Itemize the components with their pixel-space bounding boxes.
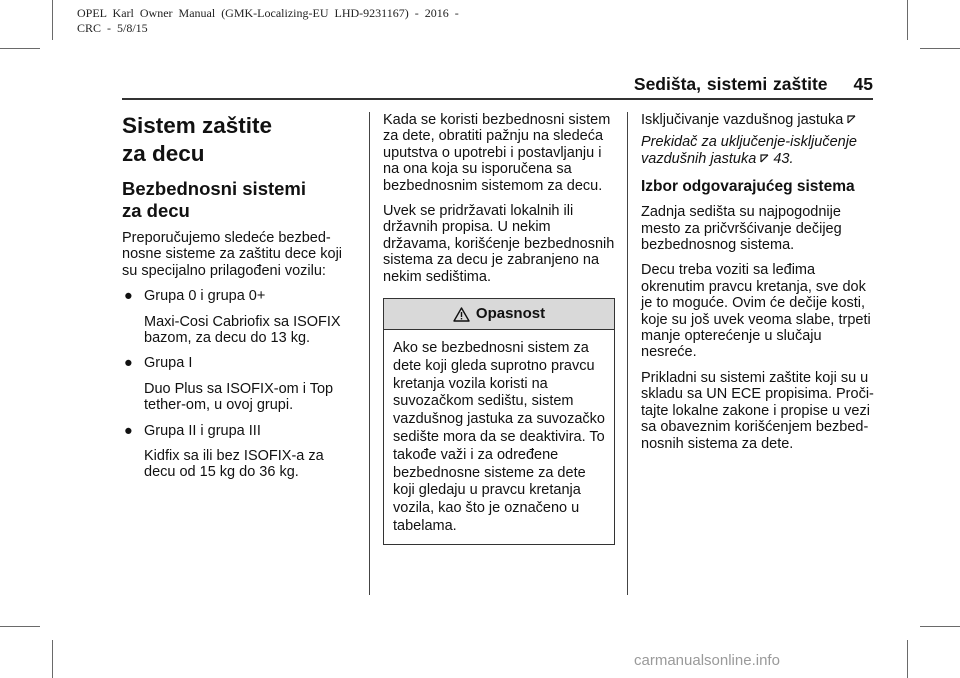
system-selection-heading: Izbor odgovarajućeg sistema — [641, 178, 855, 196]
subsection-title — [122, 178, 354, 222]
rear-seats-paragraph: Zadnja sedišta su najpogodnije mesto za pričvršćivanje dečijeg bezbednosnog sistema. — [641, 204, 842, 254]
running-head-title: Sedišta, sistemi zaštite — [633, 74, 828, 94]
list-item-detail: Duo Plus sa ISOFIX-om i Top tether-om, u ovoj grupi. — [144, 380, 334, 414]
list-item — [122, 355, 354, 371]
crop-mark — [0, 626, 40, 627]
document-header — [77, 6, 459, 36]
list-item-detail: Kidfix sa ili bez ISOFIX-a za decu od 15 kg do 36 kg. — [144, 448, 324, 481]
crop-mark — [920, 626, 960, 627]
page-reference-icon — [847, 115, 856, 124]
bullet-icon: ● — [124, 422, 133, 439]
page-number: 45 — [853, 74, 873, 94]
list-item-detail: Maxi-Cosi Cabriofix sa ISOFIX bazom, za decu do 13 kg. — [144, 313, 341, 347]
switch-reference-text: Prekidač za uključenje-isključenje vazdušnih jastuka — [641, 134, 857, 167]
section-title — [122, 112, 354, 168]
list-item-label: Grupa II i grupa III — [144, 422, 261, 439]
switch-reference — [641, 134, 877, 167]
column-1 — [122, 112, 354, 490]
warning-title: Opasnost — [475, 304, 546, 322]
rear-facing-paragraph: Decu treba voziti sa leđima okrenutim pravcu kretanja, sve dok je to moguće. Ovim će dečije kosti, koje su još uvek veoma slabe, trpeti manje opterećenje u slučaju nesreće. — [641, 262, 871, 361]
header-line-1: OPEL Karl Owner Manual (GMK-Localizing-EU LHD-9231167) - 2016 - — [77, 6, 459, 20]
list-item — [122, 423, 354, 439]
column-divider — [627, 112, 628, 595]
bullet-icon: ● — [124, 355, 133, 372]
watermark: carmanualsonline.info — [634, 652, 780, 669]
crop-mark — [0, 48, 40, 49]
airbag-reference-text: Isključivanje vazdušnog jastuka — [641, 112, 844, 128]
page-reference-icon — [760, 154, 769, 163]
header-line-2: CRC - 5/8/15 — [77, 21, 148, 35]
column-3 — [641, 112, 877, 461]
section-title-line-2: za decu — [122, 141, 205, 166]
regulation-paragraph: Prikladni su sistemi zaštite koji su u skladu sa UN ECE propisima. Proči-tajte lokalne zakone i propise u vezi sa obaveznim korišćenjem bezbed-nosnih sistema za dete. — [641, 369, 874, 452]
column-divider — [369, 112, 370, 595]
running-head — [634, 74, 873, 95]
crop-mark — [52, 640, 53, 678]
header-rule — [122, 98, 873, 100]
warning-triangle-icon — [453, 307, 470, 322]
usage-paragraph: Kada se koristi bezbednosni sistem za dete, obratiti pažnju na sledeća uputstva o upotrebi i postavljanju i na ona koja su isporučena sa bezbednosnim sistemom za decu. — [383, 112, 611, 194]
crop-mark — [52, 0, 53, 40]
regulations-paragraph: Uvek se pridržavati lokalnih ili državnih propisa. U nekim državama, korišćenje bezbednosnih sistema za decu je zabranjeno na nekim sedištima. — [383, 203, 615, 285]
warning-box — [383, 298, 615, 545]
subsection-title-line-2: za decu — [122, 200, 190, 221]
column-2 — [383, 112, 615, 545]
section-title-line-1: Sistem zaštite — [122, 113, 273, 138]
list-item-label: Grupa 0 i grupa 0+ — [144, 288, 266, 305]
crop-mark — [907, 0, 908, 40]
bullet-icon: ● — [124, 288, 133, 305]
warning-header — [384, 299, 614, 330]
list-item — [122, 288, 354, 304]
intro-paragraph: Preporučujemo sledeće bezbed-nosne sisteme za zaštitu dece koji su specijalno prilagođeni vozilu: — [122, 230, 343, 279]
list-item-label: Grupa I — [144, 355, 193, 372]
airbag-reference — [641, 112, 877, 128]
crop-mark — [907, 640, 908, 678]
warning-text: Ako se bezbednosni sistem za dete koji gleda suprotno pravcu kretanja vozila koristi na suvozačkom sedištu, sistem vazdušnog jastuka za suvozačko sedište mora da se deaktivira. To takođe važi i za određene bezbednosne sisteme za dete koji gledaju u pravcu kretanja vozila, kao što je označeno u tabelama. — [393, 340, 605, 535]
subsection-title-line-1: Bezbednosni sistemi — [122, 178, 307, 199]
crop-mark — [920, 48, 960, 49]
switch-reference-page: 43. — [773, 150, 794, 167]
